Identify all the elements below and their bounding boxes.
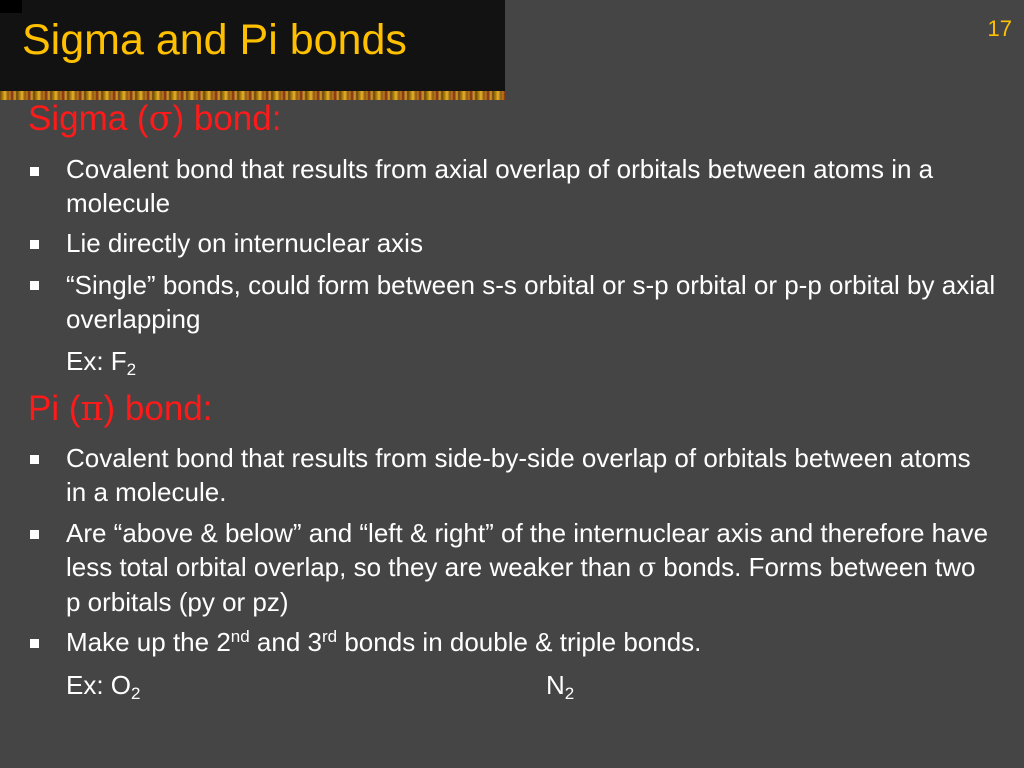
pi-example-o2: Ex: $O_2$ bbox=[66, 670, 141, 703]
pi-bullet-2: Are “above & below” and “left & right” of the internuclear axis and therefore have less total orbital overlap, so they are weaker than σ bonds. Forms between two p orbitals (py or pz) bbox=[66, 518, 989, 617]
sigma-bullet-2: Lie directly on internuclear axis bbox=[66, 228, 423, 258]
sigma-bullet-1: Covalent bond that results from axial overlap of orbitals between atoms in a molecule bbox=[66, 154, 934, 218]
pi-bullet-3: Make up the 2nd and 3rd bonds in double & triple bonds. bbox=[66, 627, 702, 657]
sigma-symbol: σ bbox=[148, 99, 173, 139]
pi-heading: Pi (π) bond: bbox=[28, 389, 213, 429]
bullet-marker bbox=[30, 240, 39, 249]
bullet-marker bbox=[30, 455, 39, 464]
pi-example-n2: $N_2$ bbox=[546, 670, 575, 703]
bullet-marker bbox=[30, 530, 39, 539]
corner-block bbox=[0, 0, 22, 13]
sigma-example: Ex: $F_2$ bbox=[66, 346, 137, 379]
sigma-heading: Sigma (σ) bond: bbox=[28, 99, 282, 139]
bullet-marker bbox=[30, 167, 39, 176]
sigma-bullet-3: “Single” bonds, could form between s-s orbital or s-p orbital or p-p orbital by axial overlapping bbox=[66, 270, 996, 334]
slide-number: 17 bbox=[987, 16, 1012, 41]
pi-bullet-1: Covalent bond that results from side-by-side overlap of orbitals between atoms in a molecule. bbox=[66, 443, 971, 507]
bullet-marker bbox=[30, 639, 39, 648]
bullet-marker bbox=[30, 281, 39, 290]
slide-title: Sigma and Pi bonds bbox=[22, 16, 407, 64]
pi-symbol: π bbox=[80, 389, 104, 429]
sigma-symbol: σ bbox=[638, 553, 657, 583]
